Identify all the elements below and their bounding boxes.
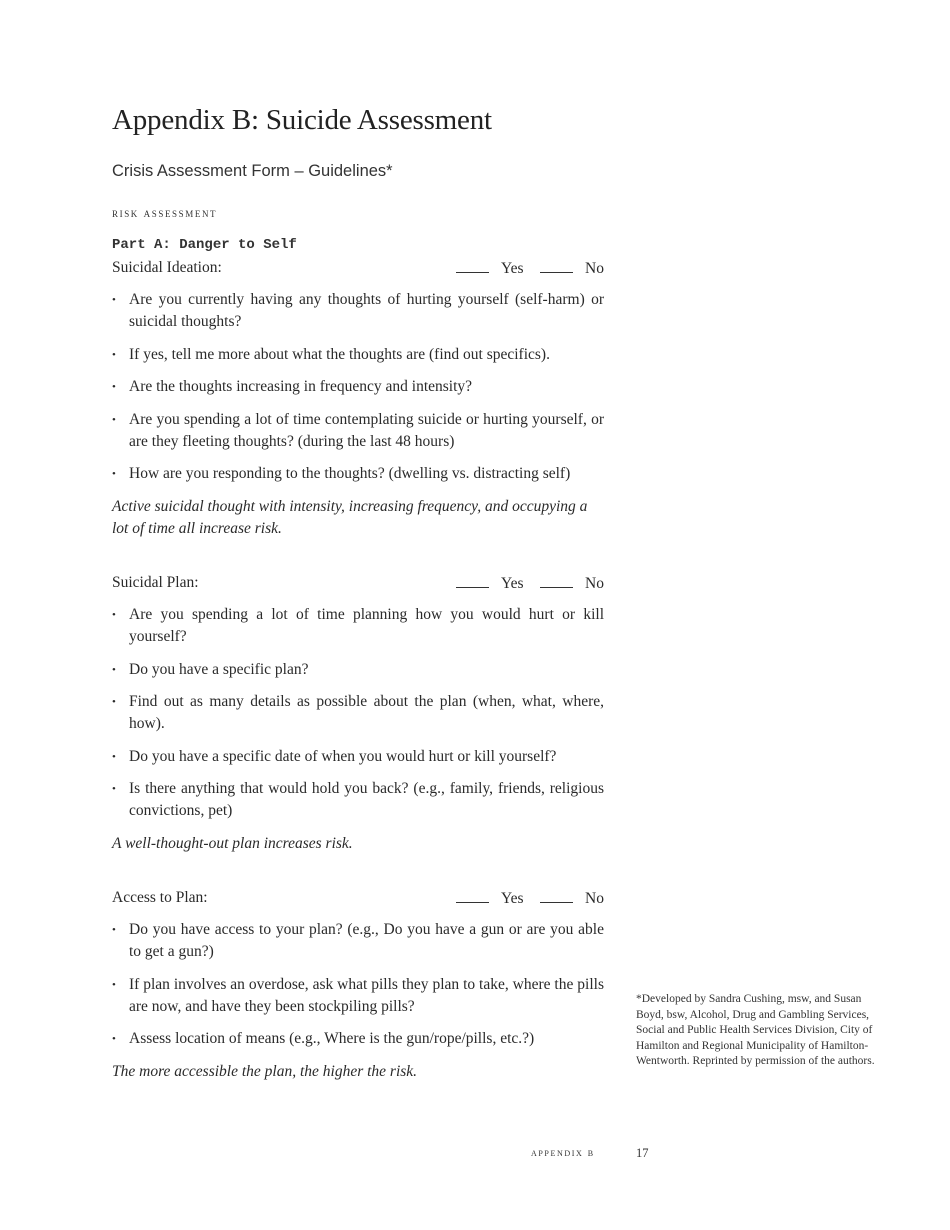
list-item (112, 778, 604, 822)
form-subtitle: Crisis Assessment Form – Guidelines* (112, 162, 393, 180)
suicidal-plan-section (112, 572, 604, 855)
bullet-icon: • (112, 1033, 116, 1045)
suicidal-ideation-section (112, 257, 604, 540)
no-option[interactable] (540, 572, 604, 595)
no-blank[interactable] (540, 257, 573, 273)
footer-running-head: appendix b (531, 1147, 595, 1159)
question-row (112, 572, 604, 594)
yes-label: Yes (501, 260, 524, 277)
list-item (112, 1028, 604, 1050)
yes-blank[interactable] (456, 887, 489, 903)
bullet-icon: • (112, 413, 116, 426)
no-option[interactable] (540, 887, 604, 910)
bullet-icon: • (112, 924, 116, 936)
item-text: Is there anything that would hold you back? (e.g., family, friends, religious convictions, pet) (129, 780, 604, 819)
bullet-icon: • (112, 294, 116, 306)
item-text: Are you spending a lot of time contemplating suicide or hurting yourself, or are they fleeting thoughts? (during the last 48 hours) (129, 410, 604, 450)
list-item (112, 919, 604, 963)
question-label: Suicidal Plan: (112, 574, 199, 591)
item-text: Do you have a specific plan? (129, 660, 309, 678)
bullet-icon: • (112, 750, 116, 763)
bullet-icon: • (112, 381, 116, 393)
no-blank[interactable] (540, 572, 573, 588)
bullet-icon: • (112, 783, 116, 795)
question-row (112, 887, 604, 909)
bullet-icon: • (112, 348, 116, 361)
item-text: Are you spending a lot of time planning how you would hurt or kill yourself? (129, 606, 604, 645)
part-title: Part A: Danger to Self (112, 237, 297, 253)
page-number: 17 (636, 1146, 649, 1160)
yes-option[interactable] (456, 572, 524, 595)
bullet-icon: • (112, 609, 116, 621)
yes-label: Yes (501, 890, 524, 907)
list-item (112, 974, 604, 1018)
item-text: Assess location of means (e.g., Where is the gun/rope/pills, etc.?) (129, 1030, 535, 1047)
yes-option[interactable] (456, 257, 524, 280)
item-text: If yes, tell me more about what the thoughts are (find out specifics). (129, 345, 550, 363)
bullet-icon: • (112, 696, 116, 708)
bullet-icon: • (112, 978, 116, 991)
list-item (112, 659, 604, 681)
yes-label: Yes (501, 575, 524, 592)
yes-blank[interactable] (456, 572, 489, 588)
list-item (112, 376, 604, 398)
list-item (112, 746, 604, 768)
no-label: No (585, 575, 604, 592)
bullet-icon: • (112, 468, 116, 480)
no-label: No (585, 890, 604, 907)
risk-note: Active suicidal thought with intensity, increasing frequency, and occupying a lot of time all increase risk. (112, 497, 588, 537)
list-item (112, 691, 604, 735)
question-list (112, 289, 604, 485)
list-item (112, 409, 604, 453)
item-text: Are you currently having any thoughts of hurting yourself (self-harm) or suicidal thoughts? (129, 291, 604, 330)
question-row (112, 257, 604, 279)
list-item (112, 604, 604, 648)
footnote: *Developed by Sandra Cushing, msw, and Susan Boyd, bsw, Alcohol, Drug and Gambling Services, Social and Public Health Services Division, City of Hamilton and Regional Municipality of Hamilton-Wentworth. Reprinted by permission of the authors. (636, 993, 875, 1068)
no-option[interactable] (540, 257, 604, 280)
no-label: No (585, 260, 604, 277)
yes-blank[interactable] (456, 257, 489, 273)
list-item (112, 463, 604, 485)
item-text: If plan involves an overdose, ask what pills they plan to take, where the pills are now, and have they been stockpiling pills? (129, 975, 604, 1015)
item-text: Are the thoughts increasing in frequency and intensity? (129, 378, 473, 395)
question-list (112, 919, 604, 1050)
section-label: risk assessment (112, 206, 218, 220)
yes-option[interactable] (456, 887, 524, 910)
question-label: Suicidal Ideation: (112, 259, 222, 276)
access-to-plan-section (112, 887, 604, 1083)
item-text: How are you responding to the thoughts? (dwelling vs. distracting self) (129, 465, 571, 482)
question-label: Access to Plan: (112, 889, 208, 906)
page-title: Appendix B: Suicide Assessment (112, 104, 492, 136)
list-item (112, 289, 604, 333)
risk-note: A well-thought-out plan increases risk. (112, 834, 353, 852)
item-text: Do you have a specific date of when you would hurt or kill yourself? (129, 747, 557, 765)
risk-note: The more accessible the plan, the higher the risk. (112, 1062, 418, 1080)
item-text: Find out as many details as possible about the plan (when, what, where, how). (129, 693, 604, 732)
question-list (112, 604, 604, 822)
item-text: Do you have access to your plan? (e.g., Do you have a gun or are you able to get a gun?) (129, 921, 604, 960)
no-blank[interactable] (540, 887, 573, 903)
bullet-icon: • (112, 663, 116, 676)
list-item (112, 344, 604, 366)
